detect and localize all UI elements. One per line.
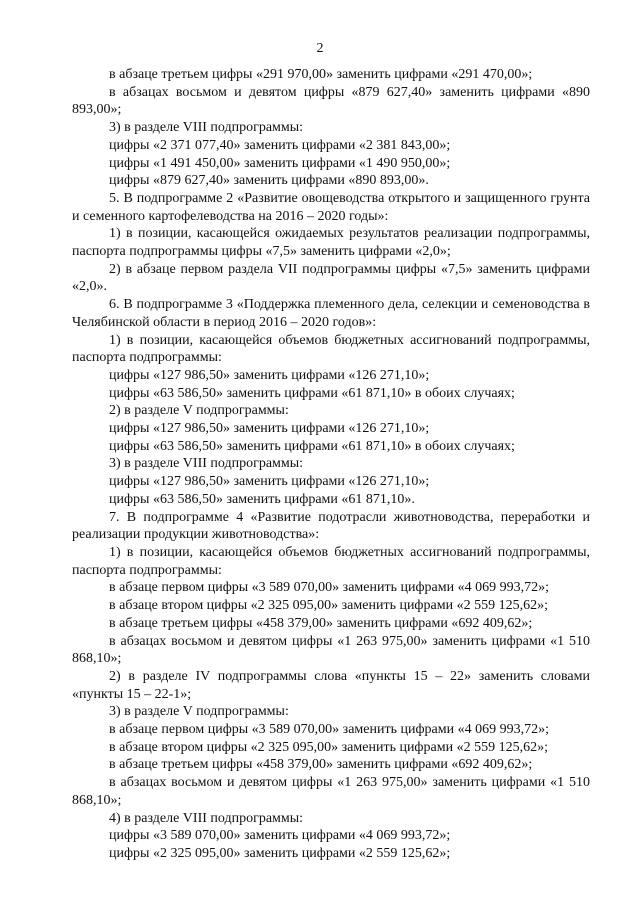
paragraph: 2) в абзаце первом раздела VII подпрограммы цифры «7,5» заменить цифрами «2,0». [72,261,590,295]
paragraph: в абзаце первом цифры «3 589 070,00» заменить цифрами «4 069 993,72»; [109,722,549,738]
paragraph: цифры «2 325 095,00» заменить цифрами «2 559 125,62»; [109,845,451,861]
paragraph: 1) в позиции, касающейся ожидаемых результатов реализации подпрограммы, паспорта подпрограммы цифры «7,5» заменить цифрами «2,0»; [72,226,590,260]
paragraph: в абзацах восьмом и девятом цифры «879 627,40» заменить цифрами «890 893,00»; [72,84,590,118]
paragraph: цифры «127 986,50» заменить цифрами «126 271,10»; [109,421,430,437]
paragraph: 3) в разделе VIII подпрограммы: [109,120,304,136]
paragraph: 2) в разделе IV подпрограммы слова «пункты 15 – 22» заменить словами «пункты 15 – 22-1»; [72,668,590,702]
paragraph: в абзацах восьмом и девятом цифры «1 263 975,00» заменить цифрами «1 510 868,10»; [72,775,590,808]
paragraph: в абзаце третьем цифры «458 379,00» заменить цифрами «692 409,62»; [109,757,533,773]
paragraph: 3) в разделе V подпрограммы: [109,704,289,720]
paragraph: цифры «63 586,50» заменить цифрами «61 871,10». [109,491,415,507]
paragraph: 3) в разделе VIII подпрограммы: [109,456,304,472]
paragraph: в абзаце втором цифры «2 325 095,00» заменить цифрами «2 559 125,62»; [109,598,548,614]
paragraph: цифры «127 986,50» заменить цифрами «126 271,10»; [109,367,430,383]
paragraph: в абзаце третьем цифры «291 970,00» заменить цифрами «291 470,00»; [109,67,533,82]
paragraph: 7. В подпрограмме 4 «Развитие подотрасли животноводства, переработки и реализации продукции животноводства»: [72,509,590,543]
paragraph: в абзаце втором цифры «2 325 095,00» заменить цифрами «2 559 125,62»; [109,739,548,755]
paragraph: 2) в разделе V подпрограммы: [109,403,289,419]
paragraph: в абзаце третьем цифры «458 379,00» заменить цифрами «692 409,62»; [109,615,533,631]
paragraph: цифры «2 371 077,40» заменить цифрами «2 381 843,00»; [109,137,451,153]
page-number: 2 [316,41,324,56]
paragraph: цифры «63 586,50» заменить цифрами «61 871,10» в обоих случаях; [109,438,515,454]
paragraph: цифры «1 491 450,00» заменить цифрами «1 490 950,00»; [109,155,451,171]
paragraph: 1) в позиции, касающейся объемов бюджетных ассигнований подпрограммы, паспорта подпрограммы: [72,544,590,578]
document-body [72,66,590,863]
paragraph: 4) в разделе VIII подпрограммы: [109,810,304,826]
paragraph: цифры «63 586,50» заменить цифрами «61 871,10» в обоих случаях; [109,385,515,401]
paragraph: цифры «879 627,40» заменить цифрами «890 893,00». [109,173,429,189]
paragraph: в абзацах восьмом и девятом цифры «1 263 975,00» заменить цифрами «1 510 868,10»; [72,633,590,667]
paragraph: 1) в позиции, касающейся объемов бюджетных ассигнований подпрограммы, паспорта подпрограммы: [72,332,590,366]
paragraph: в абзаце первом цифры «3 589 070,00» заменить цифрами «4 069 993,72»; [109,580,549,596]
paragraph: 5. В подпрограмме 2 «Развитие овощеводства открытого и защищенного грунта и семенного картофелеводства на 2016 – 2020 годы»: [72,190,590,224]
paragraph: цифры «127 986,50» заменить цифрами «126 271,10»; [109,474,430,490]
paragraph: 6. В подпрограмме 3 «Поддержка племенного дела, селекции и семеноводства в Челябинской области в период 2016 – 2020 годов»: [72,297,590,330]
paragraph: цифры «3 589 070,00» заменить цифрами «4 069 993,72»; [109,828,451,844]
